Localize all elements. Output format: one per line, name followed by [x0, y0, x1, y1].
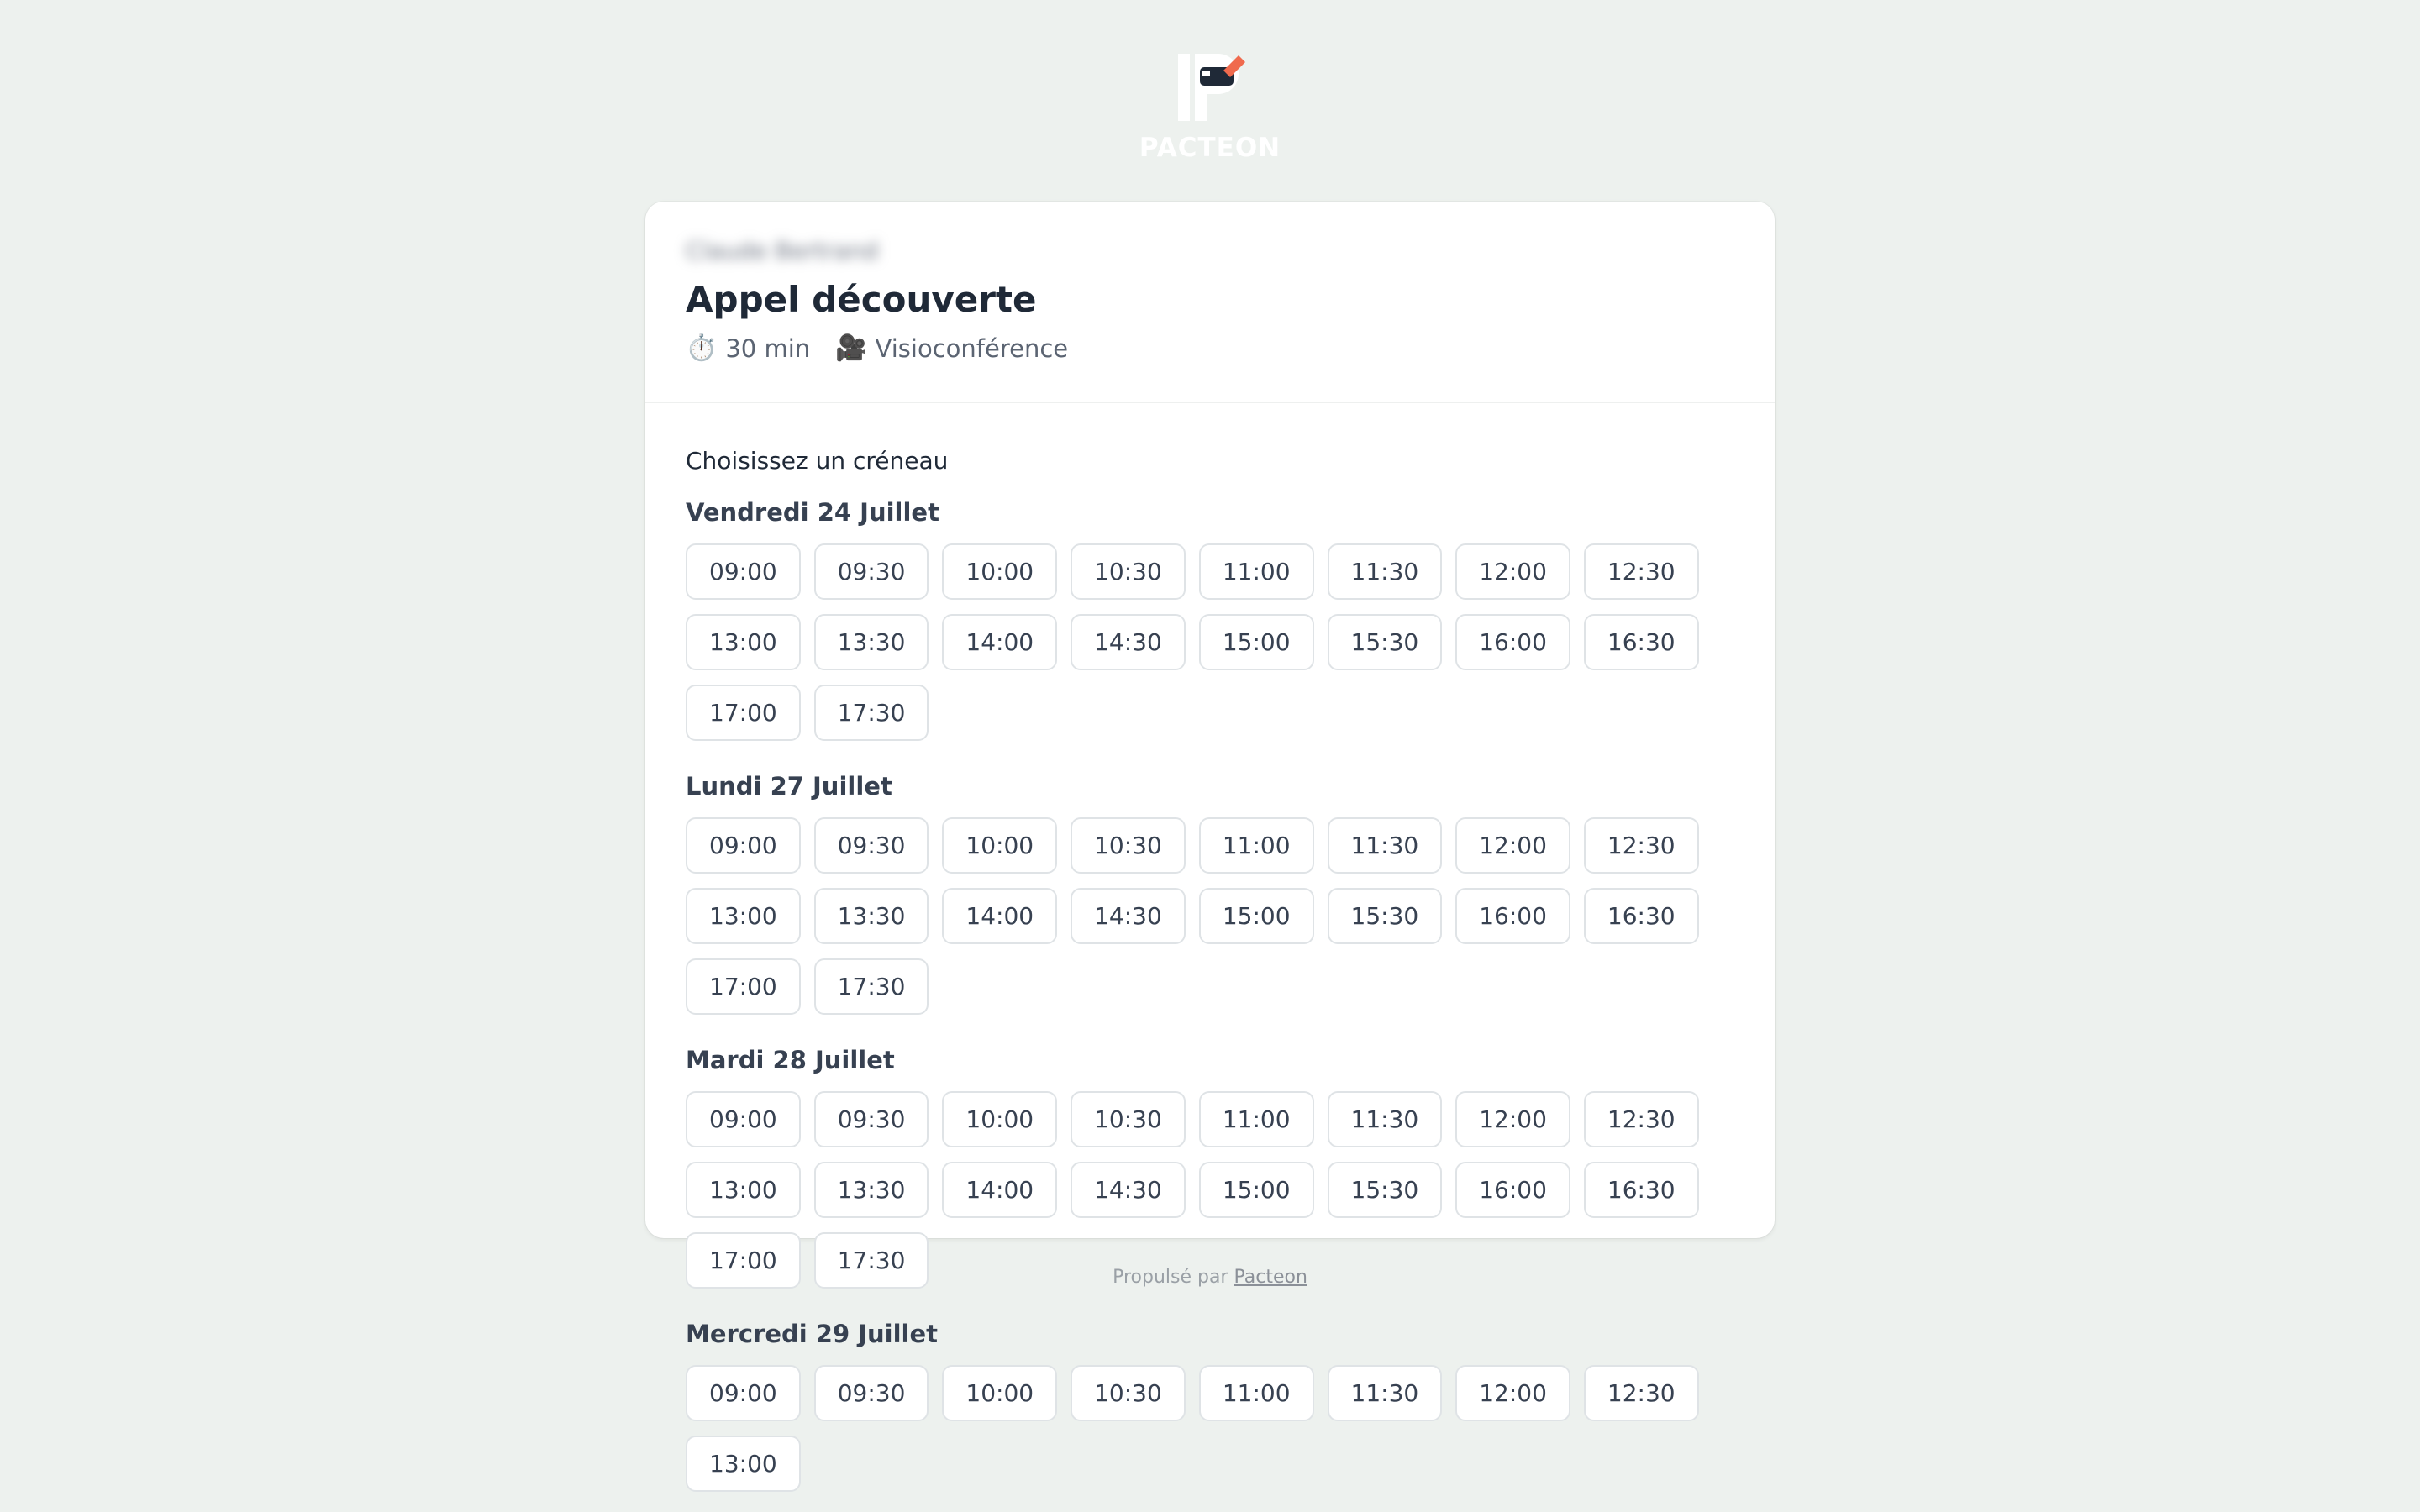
time-slot-button[interactable]: 16:30 — [1584, 1162, 1699, 1218]
time-slot-button[interactable]: 12:30 — [1584, 1091, 1699, 1147]
time-slot-button[interactable]: 17:30 — [814, 1232, 929, 1289]
time-slot-button[interactable]: 11:00 — [1199, 1091, 1314, 1147]
time-slot-button[interactable]: 11:30 — [1328, 1365, 1443, 1421]
time-slot-button[interactable]: 10:30 — [1071, 817, 1186, 874]
location-info — [835, 333, 1068, 363]
slot-grid — [686, 543, 1728, 741]
time-slot-button[interactable]: 14:00 — [942, 1162, 1057, 1218]
day-section — [686, 772, 1734, 1015]
time-slot-button[interactable]: 09:30 — [814, 817, 929, 874]
time-slot-button[interactable]: 09:30 — [814, 543, 929, 600]
time-slot-button[interactable]: 14:00 — [942, 888, 1057, 944]
time-slot-button[interactable]: 12:30 — [1584, 543, 1699, 600]
time-slot-button[interactable]: 09:00 — [686, 1365, 801, 1421]
time-slot-button[interactable]: 12:00 — [1455, 817, 1570, 874]
time-slot-button[interactable]: 16:00 — [1455, 1162, 1570, 1218]
time-slot-button[interactable]: 15:30 — [1328, 1162, 1443, 1218]
time-slot-button[interactable]: 12:00 — [1455, 1091, 1570, 1147]
time-slot-button[interactable]: 16:00 — [1455, 888, 1570, 944]
time-slot-button[interactable]: 11:00 — [1199, 543, 1314, 600]
time-slot-button[interactable]: 12:00 — [1455, 543, 1570, 600]
pacteon-link[interactable]: Pacteon — [1234, 1267, 1307, 1288]
time-slot-button[interactable]: 10:00 — [942, 817, 1057, 874]
pacteon-logo-icon — [1175, 50, 1245, 124]
time-slot-button[interactable]: 13:30 — [814, 614, 929, 670]
slot-grid — [686, 817, 1728, 1015]
time-slot-button[interactable]: 17:00 — [686, 685, 801, 741]
time-slot-button[interactable]: 11:30 — [1328, 543, 1443, 600]
time-slot-button[interactable]: 16:00 — [1455, 614, 1570, 670]
footer-prefix: Propulsé par — [1113, 1267, 1228, 1288]
event-meta — [686, 333, 1734, 363]
day-title: Vendredi 24 Juillet — [686, 498, 939, 527]
time-slot-button[interactable]: 13:00 — [686, 1162, 801, 1218]
day-title: Mercredi 29 Juillet — [686, 1320, 939, 1348]
time-slot-button[interactable]: 09:00 — [686, 817, 801, 874]
time-slot-button[interactable]: 14:00 — [942, 614, 1057, 670]
time-slot-button[interactable]: 13:30 — [814, 1162, 929, 1218]
time-slot-button[interactable]: 13:30 — [814, 888, 929, 944]
slot-grid — [686, 1091, 1728, 1289]
time-slot-button[interactable]: 09:00 — [686, 543, 801, 600]
time-slot-button[interactable]: 15:00 — [1199, 1162, 1314, 1218]
day-section — [686, 1046, 1734, 1289]
event-header — [645, 202, 1775, 403]
time-slot-button[interactable]: 16:30 — [1584, 614, 1699, 670]
time-slot-button[interactable]: 09:30 — [814, 1091, 929, 1147]
event-title: Appel découverte — [686, 279, 1037, 320]
time-slot-button[interactable]: 11:30 — [1328, 1091, 1443, 1147]
host-name: Claude Bertrand — [686, 237, 879, 265]
time-slot-button[interactable]: 14:30 — [1071, 888, 1186, 944]
time-slot-button[interactable]: 13:00 — [686, 1436, 801, 1492]
time-slot-button[interactable]: 15:00 — [1199, 614, 1314, 670]
slot-grid — [686, 1365, 1728, 1492]
time-slot-button[interactable]: 09:00 — [686, 1091, 801, 1147]
time-slot-button[interactable]: 12:30 — [1584, 1365, 1699, 1421]
time-slot-button[interactable]: 17:00 — [686, 958, 801, 1015]
time-slot-button[interactable]: 14:30 — [1071, 614, 1186, 670]
brand-header — [0, 50, 2420, 163]
time-slot-button[interactable]: 17:00 — [686, 1232, 801, 1289]
time-slot-button[interactable]: 13:00 — [686, 888, 801, 944]
time-slot-button[interactable]: 12:30 — [1584, 817, 1699, 874]
day-title: Mardi 28 Juillet — [686, 1046, 895, 1074]
time-slot-button[interactable]: 16:30 — [1584, 888, 1699, 944]
footer — [0, 1267, 2420, 1288]
stopwatch-icon: ⏱️ — [686, 333, 718, 363]
time-slot-button[interactable]: 11:00 — [1199, 817, 1314, 874]
duration-label: 30 min — [725, 333, 811, 363]
time-slot-button[interactable]: 13:00 — [686, 614, 801, 670]
time-slot-button[interactable]: 10:30 — [1071, 1365, 1186, 1421]
time-slot-button[interactable]: 15:30 — [1328, 614, 1443, 670]
time-slot-button[interactable]: 11:30 — [1328, 817, 1443, 874]
time-slot-button[interactable]: 10:30 — [1071, 1091, 1186, 1147]
day-section — [686, 1320, 1734, 1492]
picker-heading: Choisissez un créneau — [686, 447, 949, 475]
time-slot-button[interactable]: 10:00 — [942, 1091, 1057, 1147]
time-slot-button[interactable]: 10:00 — [942, 1365, 1057, 1421]
video-camera-icon: 🎥 — [835, 333, 867, 363]
time-slot-button[interactable]: 15:30 — [1328, 888, 1443, 944]
day-list — [686, 498, 1734, 1492]
location-label: Visioconférence — [875, 333, 1069, 363]
brand-name: PACTEON — [1139, 133, 1281, 163]
time-slot-button[interactable]: 14:30 — [1071, 1162, 1186, 1218]
time-slot-button[interactable]: 17:30 — [814, 958, 929, 1015]
day-section — [686, 498, 1734, 741]
time-slot-button[interactable]: 17:30 — [814, 685, 929, 741]
time-slot-button[interactable]: 15:00 — [1199, 888, 1314, 944]
time-slot-button[interactable]: 10:30 — [1071, 543, 1186, 600]
time-slot-button[interactable]: 10:00 — [942, 543, 1057, 600]
time-slot-button[interactable]: 11:00 — [1199, 1365, 1314, 1421]
time-slot-button[interactable]: 09:30 — [814, 1365, 929, 1421]
duration-info — [686, 333, 810, 363]
day-title: Lundi 27 Juillet — [686, 772, 892, 801]
time-slot-button[interactable]: 12:00 — [1455, 1365, 1570, 1421]
